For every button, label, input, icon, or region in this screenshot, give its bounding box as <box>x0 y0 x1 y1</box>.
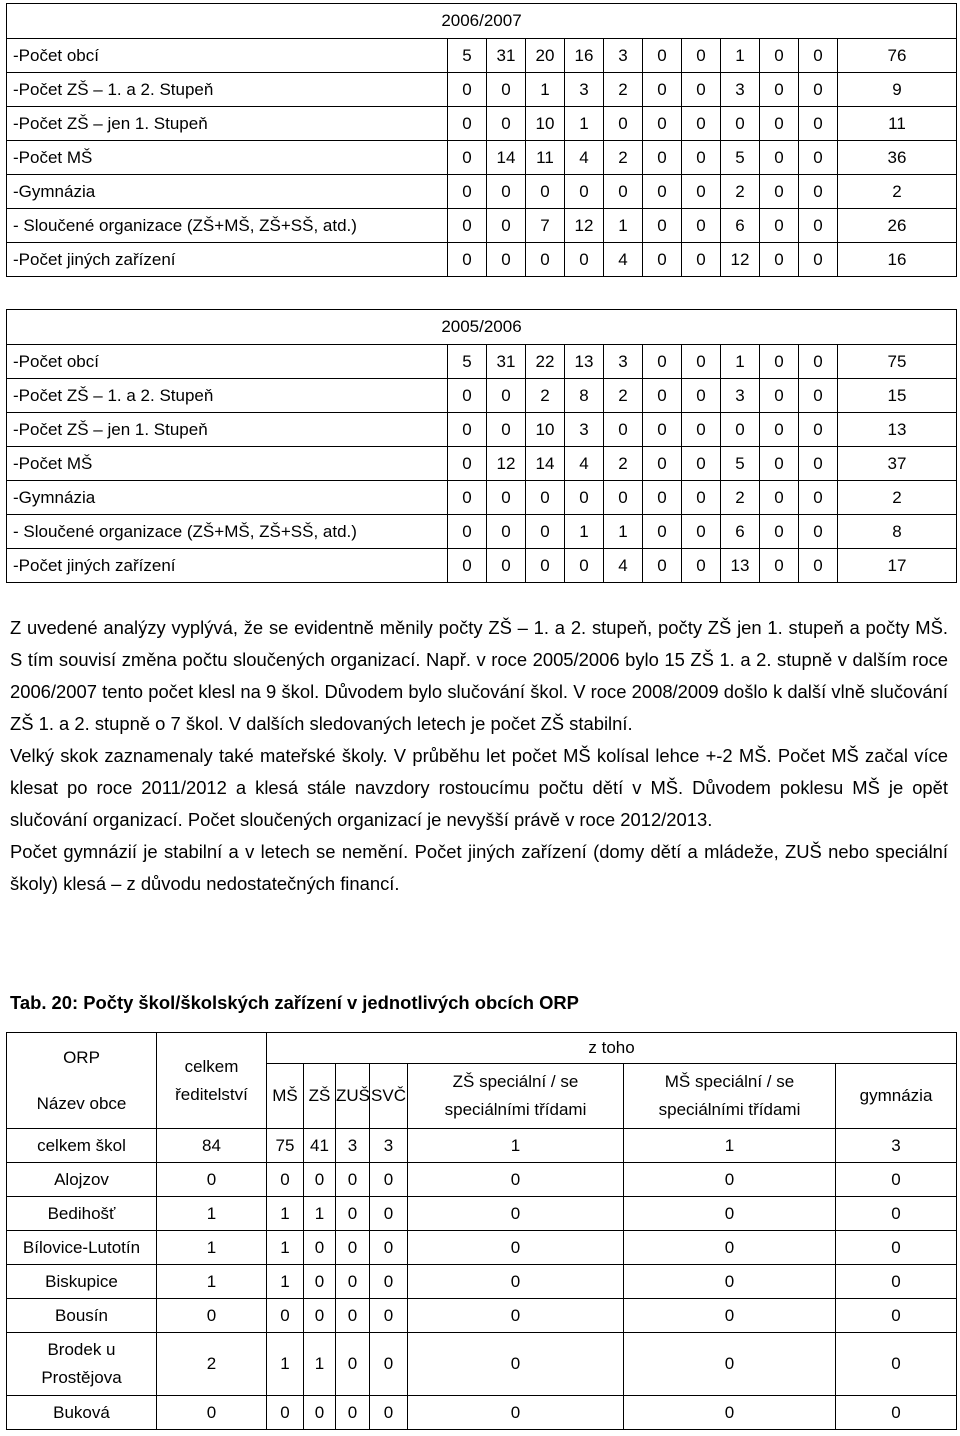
row-label: -Počet obcí <box>7 345 448 379</box>
cell-value: 1 <box>157 1231 267 1265</box>
cell-value: 0 <box>565 175 604 209</box>
cell-value: 22 <box>526 345 565 379</box>
cell-value: 0 <box>487 209 526 243</box>
cell-value: 2 <box>721 481 760 515</box>
cell-value: 0 <box>643 141 682 175</box>
table-row <box>7 549 957 583</box>
cell-value: 0 <box>370 1231 408 1265</box>
cell-value: 1 <box>624 1129 836 1163</box>
cell-value: 12 <box>565 209 604 243</box>
cell-total: 8 <box>838 515 957 549</box>
cell-value: 0 <box>721 413 760 447</box>
cell-value: 0 <box>526 243 565 277</box>
analysis-paragraph: Počet gymnázií je stabilní a v letech se nemění. Počet jiných zařízení (domy dětí a mládeže, ZUŠ nebo speciální školy) klesá – z důvodu nedostatečných financí. <box>10 841 948 894</box>
cell-value: 0 <box>643 515 682 549</box>
cell-value: 0 <box>267 1299 304 1333</box>
col-celkem-header <box>157 1033 267 1129</box>
row-name: Bousín <box>7 1299 157 1333</box>
cell-value: 1 <box>157 1197 267 1231</box>
cell-value: 0 <box>624 1396 836 1430</box>
cell-value: 0 <box>721 107 760 141</box>
cell-total: 15 <box>838 379 957 413</box>
cell-value: 13 <box>721 549 760 583</box>
row-name-line2: Prostějova <box>41 1368 122 1387</box>
row-label: -Gymnázia <box>7 175 448 209</box>
row-label: -Počet jiných zařízení <box>7 549 448 583</box>
stats-year-row <box>7 4 957 39</box>
z-toho-header: z toho <box>267 1033 957 1064</box>
table-row <box>7 1333 957 1396</box>
cell-value: 0 <box>565 549 604 583</box>
cell-value: 0 <box>157 1163 267 1197</box>
cell-total: 17 <box>838 549 957 583</box>
orp-header-row <box>7 1033 957 1064</box>
cell-value: 0 <box>682 141 721 175</box>
col-gymnazia-header: gymnázia <box>836 1064 957 1129</box>
cell-value: 0 <box>304 1231 336 1265</box>
cell-value: 3 <box>604 345 643 379</box>
cell-value: 1 <box>267 1231 304 1265</box>
cell-value: 31 <box>487 39 526 73</box>
table-row-total <box>7 1129 957 1163</box>
cell-value: 0 <box>643 39 682 73</box>
stats-year-heading: 2006/2007 <box>7 4 957 39</box>
cell-value: 0 <box>624 1197 836 1231</box>
cell-total: 2 <box>838 175 957 209</box>
cell-value: 0 <box>643 107 682 141</box>
cell-value: 0 <box>836 1197 957 1231</box>
stats-year-row <box>7 310 957 345</box>
cell-value: 0 <box>799 141 838 175</box>
cell-value: 12 <box>487 447 526 481</box>
cell-value: 0 <box>408 1197 624 1231</box>
cell-total: 13 <box>838 413 957 447</box>
cell-value: 1 <box>304 1333 336 1396</box>
cell-value: 1 <box>267 1265 304 1299</box>
cell-value: 0 <box>487 107 526 141</box>
cell-value: 0 <box>448 243 487 277</box>
orp-schools-table <box>6 1032 957 1430</box>
cell-value: 0 <box>526 515 565 549</box>
orp-table-body <box>7 1033 957 1430</box>
cell-value: 0 <box>448 73 487 107</box>
row-label: -Počet jiných zařízení <box>7 243 448 277</box>
row-name: Bedihošť <box>7 1197 157 1231</box>
table-row <box>7 73 957 107</box>
nazev-obce-label: Název obce <box>36 1093 127 1113</box>
cell-value: 3 <box>836 1129 957 1163</box>
table-row <box>7 243 957 277</box>
zs-special-line2: speciálními třídami <box>444 1100 587 1119</box>
cell-total: 75 <box>838 345 957 379</box>
row-name-line1: Brodek u <box>47 1340 116 1359</box>
cell-value: 0 <box>336 1197 370 1231</box>
cell-value: 0 <box>682 243 721 277</box>
cell-value: 0 <box>643 243 682 277</box>
cell-value: 0 <box>304 1396 336 1430</box>
cell-value: 0 <box>604 107 643 141</box>
cell-value: 0 <box>799 345 838 379</box>
cell-value: 0 <box>643 447 682 481</box>
cell-value: 0 <box>643 175 682 209</box>
cell-value: 8 <box>565 379 604 413</box>
cell-value: 0 <box>304 1299 336 1333</box>
cell-value: 10 <box>526 107 565 141</box>
cell-total: 37 <box>838 447 957 481</box>
cell-value: 0 <box>604 175 643 209</box>
cell-total: 16 <box>838 243 957 277</box>
cell-value: 3 <box>565 413 604 447</box>
cell-value: 0 <box>624 1265 836 1299</box>
cell-value: 1 <box>304 1197 336 1231</box>
cell-value: 84 <box>157 1129 267 1163</box>
table-row <box>7 345 957 379</box>
analysis-paragraph: Z uvedené analýzy vyplývá, že se evidentně měnily počty ZŠ – 1. a 2. stupeň, počty ZŠ jen 1. stupeň a počty MŠ. S tím souvisí změna počtu sloučených organizací. Např. v roce 2005/2006 bylo 15 ZŠ 1. a 2. stupně v dalším roce 2006/2007 tento počet klesl na 9 škol. Důvodem bylo slučování škol. V roce 2008/2009 došlo k další vlně slučování ZŠ 1. a 2. stupně o 7 škol. V dalších sledovaných letech je počet ZŠ stabilní. <box>10 617 948 734</box>
cell-value: 20 <box>526 39 565 73</box>
cell-value: 0 <box>487 175 526 209</box>
cell-value: 0 <box>624 1231 836 1265</box>
row-name <box>7 1333 157 1396</box>
cell-value: 3 <box>604 39 643 73</box>
cell-value: 0 <box>760 209 799 243</box>
cell-value: 3 <box>565 73 604 107</box>
cell-value: 0 <box>760 345 799 379</box>
cell-value: 7 <box>526 209 565 243</box>
table-row <box>7 1265 957 1299</box>
cell-value: 0 <box>487 413 526 447</box>
cell-value: 4 <box>565 141 604 175</box>
cell-value: 0 <box>682 175 721 209</box>
cell-value: 0 <box>799 73 838 107</box>
cell-total: 11 <box>838 107 957 141</box>
row-label: -Počet MŠ <box>7 447 448 481</box>
table-row <box>7 1231 957 1265</box>
cell-value: 0 <box>408 1265 624 1299</box>
cell-value: 0 <box>643 549 682 583</box>
col-zus-header: ZUŠ <box>336 1064 370 1129</box>
cell-value: 0 <box>336 1299 370 1333</box>
cell-value: 0 <box>682 515 721 549</box>
cell-value: 0 <box>370 1333 408 1396</box>
table-row <box>7 175 957 209</box>
cell-value: 0 <box>624 1163 836 1197</box>
table-row <box>7 141 957 175</box>
cell-value: 0 <box>336 1333 370 1396</box>
cell-value: 2 <box>157 1333 267 1396</box>
stats-year-heading: 2005/2006 <box>7 310 957 345</box>
cell-value: 0 <box>448 107 487 141</box>
cell-value: 0 <box>643 481 682 515</box>
cell-value: 0 <box>408 1163 624 1197</box>
cell-value: 0 <box>526 175 565 209</box>
cell-value: 3 <box>370 1129 408 1163</box>
col-ms-header: MŠ <box>267 1064 304 1129</box>
cell-value: 0 <box>760 141 799 175</box>
reditelstvi-label: ředitelství <box>175 1084 248 1104</box>
cell-value: 0 <box>799 413 838 447</box>
cell-value: 0 <box>370 1197 408 1231</box>
cell-value: 14 <box>487 141 526 175</box>
cell-value: 0 <box>682 549 721 583</box>
cell-value: 4 <box>604 549 643 583</box>
cell-value: 0 <box>799 243 838 277</box>
cell-total: 26 <box>838 209 957 243</box>
col-ms-special-header <box>624 1064 836 1129</box>
cell-value: 0 <box>408 1231 624 1265</box>
cell-value: 1 <box>565 107 604 141</box>
cell-value: 75 <box>267 1129 304 1163</box>
row-label: -Počet ZŠ – 1. a 2. Stupeň <box>7 73 448 107</box>
table-row <box>7 1163 957 1197</box>
cell-value: 0 <box>836 1231 957 1265</box>
row-label: -Počet ZŠ – 1. a 2. Stupeň <box>7 379 448 413</box>
table-row <box>7 515 957 549</box>
table-row <box>7 1396 957 1430</box>
cell-value: 0 <box>682 73 721 107</box>
row-label: -Počet MŠ <box>7 141 448 175</box>
cell-value: 2 <box>604 379 643 413</box>
cell-value: 0 <box>760 107 799 141</box>
stats-table-2005-2006 <box>6 309 957 583</box>
cell-value: 13 <box>565 345 604 379</box>
cell-value: 2 <box>604 73 643 107</box>
cell-value: 0 <box>799 549 838 583</box>
cell-value: 6 <box>721 515 760 549</box>
cell-value: 0 <box>799 175 838 209</box>
cell-value: 0 <box>304 1163 336 1197</box>
row-label: - Sloučené organizace (ZŠ+MŠ, ZŠ+SŠ, atd.) <box>7 515 448 549</box>
row-name: Alojzov <box>7 1163 157 1197</box>
cell-value: 1 <box>526 73 565 107</box>
cell-total: 36 <box>838 141 957 175</box>
cell-value: 0 <box>526 481 565 515</box>
cell-value: 11 <box>526 141 565 175</box>
row-label: -Počet ZŠ – jen 1. Stupeň <box>7 107 448 141</box>
cell-value: 0 <box>799 209 838 243</box>
cell-value: 0 <box>682 481 721 515</box>
ms-special-line2: speciálními třídami <box>658 1100 801 1119</box>
cell-value: 14 <box>526 447 565 481</box>
cell-value: 0 <box>448 379 487 413</box>
zs-special-line1: ZŠ speciální / se <box>452 1072 579 1091</box>
cell-value: 0 <box>157 1299 267 1333</box>
cell-value: 1 <box>721 39 760 73</box>
row-name: celkem škol <box>7 1129 157 1163</box>
cell-value: 0 <box>408 1299 624 1333</box>
cell-value: 0 <box>836 1163 957 1197</box>
cell-value: 0 <box>370 1396 408 1430</box>
cell-value: 0 <box>304 1265 336 1299</box>
row-label: -Gymnázia <box>7 481 448 515</box>
cell-value: 31 <box>487 345 526 379</box>
cell-value: 16 <box>565 39 604 73</box>
cell-value: 0 <box>760 481 799 515</box>
table-row <box>7 107 957 141</box>
cell-value: 0 <box>643 73 682 107</box>
col-zs-special-header <box>408 1064 624 1129</box>
cell-value: 0 <box>157 1396 267 1430</box>
cell-value: 0 <box>682 379 721 413</box>
cell-value: 0 <box>604 413 643 447</box>
cell-value: 4 <box>604 243 643 277</box>
cell-value: 0 <box>448 141 487 175</box>
cell-total: 9 <box>838 73 957 107</box>
cell-value: 0 <box>760 379 799 413</box>
stats-table-2006-2007 <box>6 3 957 277</box>
cell-value: 1 <box>157 1265 267 1299</box>
row-label: -Počet obcí <box>7 39 448 73</box>
row-name: Buková <box>7 1396 157 1430</box>
row-label: -Počet ZŠ – jen 1. Stupeň <box>7 413 448 447</box>
cell-value: 0 <box>487 379 526 413</box>
cell-value: 0 <box>682 107 721 141</box>
cell-value: 10 <box>526 413 565 447</box>
cell-value: 1 <box>267 1197 304 1231</box>
cell-value: 0 <box>448 209 487 243</box>
cell-value: 3 <box>721 73 760 107</box>
cell-value: 1 <box>408 1129 624 1163</box>
cell-value: 0 <box>408 1396 624 1430</box>
cell-value: 0 <box>336 1231 370 1265</box>
cell-value: 0 <box>370 1265 408 1299</box>
cell-value: 0 <box>448 515 487 549</box>
cell-value: 1 <box>604 515 643 549</box>
cell-value: 0 <box>799 107 838 141</box>
table-row <box>7 481 957 515</box>
cell-value: 0 <box>448 175 487 209</box>
cell-value: 5 <box>448 39 487 73</box>
stats-table-body <box>7 4 957 277</box>
cell-value: 0 <box>624 1299 836 1333</box>
cell-value: 0 <box>408 1333 624 1396</box>
cell-value: 0 <box>624 1333 836 1396</box>
cell-value: 2 <box>721 175 760 209</box>
cell-value: 2 <box>604 447 643 481</box>
cell-value: 0 <box>682 413 721 447</box>
cell-value: 0 <box>799 39 838 73</box>
cell-value: 2 <box>526 379 565 413</box>
cell-value: 0 <box>336 1163 370 1197</box>
cell-value: 0 <box>799 447 838 481</box>
cell-total: 76 <box>838 39 957 73</box>
cell-value: 0 <box>487 73 526 107</box>
cell-value: 41 <box>304 1129 336 1163</box>
cell-value: 4 <box>565 447 604 481</box>
cell-total: 2 <box>838 481 957 515</box>
cell-value: 0 <box>267 1163 304 1197</box>
stats-table-body <box>7 310 957 583</box>
cell-value: 5 <box>721 141 760 175</box>
cell-value: 0 <box>799 515 838 549</box>
cell-value: 0 <box>643 345 682 379</box>
col-orp-header <box>7 1033 157 1129</box>
table-caption: Tab. 20: Počty škol/školských zařízení v jednotlivých obcích ORP <box>10 992 579 1013</box>
row-label: - Sloučené organizace (ZŠ+MŠ, ZŠ+SŠ, atd.) <box>7 209 448 243</box>
cell-value: 0 <box>370 1299 408 1333</box>
cell-value: 5 <box>721 447 760 481</box>
table-row <box>7 379 957 413</box>
analysis-text <box>10 612 948 900</box>
cell-value: 0 <box>448 481 487 515</box>
cell-value: 0 <box>682 39 721 73</box>
cell-value: 0 <box>760 243 799 277</box>
col-zs-header: ZŠ <box>304 1064 336 1129</box>
cell-value: 3 <box>721 379 760 413</box>
cell-value: 0 <box>799 481 838 515</box>
cell-value: 1 <box>267 1333 304 1396</box>
cell-value: 0 <box>643 413 682 447</box>
cell-value: 0 <box>370 1163 408 1197</box>
cell-value: 0 <box>604 481 643 515</box>
celkem-label: celkem <box>184 1056 239 1076</box>
cell-value: 0 <box>836 1299 957 1333</box>
cell-value: 0 <box>682 209 721 243</box>
cell-value: 0 <box>267 1396 304 1430</box>
cell-value: 5 <box>448 345 487 379</box>
cell-value: 0 <box>336 1265 370 1299</box>
cell-value: 1 <box>565 515 604 549</box>
cell-value: 0 <box>643 209 682 243</box>
cell-value: 0 <box>448 413 487 447</box>
table-row <box>7 447 957 481</box>
cell-value: 0 <box>487 549 526 583</box>
cell-value: 0 <box>682 447 721 481</box>
cell-value: 0 <box>760 175 799 209</box>
cell-value: 2 <box>604 141 643 175</box>
table-row <box>7 1197 957 1231</box>
cell-value: 1 <box>721 345 760 379</box>
row-name: Biskupice <box>7 1265 157 1299</box>
col-svc-header: SVČ <box>370 1064 408 1129</box>
cell-value: 0 <box>487 515 526 549</box>
cell-value: 1 <box>604 209 643 243</box>
cell-value: 0 <box>448 549 487 583</box>
cell-value: 0 <box>836 1333 957 1396</box>
table-row <box>7 39 957 73</box>
cell-value: 0 <box>760 413 799 447</box>
orp-label: ORP <box>63 1047 100 1067</box>
row-name: Bílovice-Lutotín <box>7 1231 157 1265</box>
cell-value: 0 <box>526 549 565 583</box>
cell-value: 0 <box>760 447 799 481</box>
cell-value: 6 <box>721 209 760 243</box>
cell-value: 0 <box>565 243 604 277</box>
cell-value: 0 <box>487 481 526 515</box>
cell-value: 12 <box>721 243 760 277</box>
cell-value: 0 <box>760 515 799 549</box>
table-row <box>7 209 957 243</box>
cell-value: 0 <box>682 345 721 379</box>
cell-value: 0 <box>448 447 487 481</box>
cell-value: 0 <box>565 481 604 515</box>
cell-value: 0 <box>760 39 799 73</box>
table-row <box>7 1299 957 1333</box>
cell-value: 3 <box>336 1129 370 1163</box>
analysis-paragraph: Velký skok zaznamenaly také mateřské školy. V průběhu let počet MŠ kolísal lehce +-2 MŠ. Počet MŠ začal více klesat po roce 2011/2012 a klesá stále navzdory rostoucímu počtu dětí v MŠ. Důvodem poklesu MŠ je opět slučování organizací. Počet sloučených organizací je nevyšší právě v roce 2012/2013. <box>10 745 948 830</box>
cell-value: 0 <box>643 379 682 413</box>
cell-value: 0 <box>336 1396 370 1430</box>
ms-special-line1: MŠ speciální / se <box>664 1072 795 1091</box>
cell-value: 0 <box>760 549 799 583</box>
table-row <box>7 413 957 447</box>
cell-value: 0 <box>836 1265 957 1299</box>
cell-value: 0 <box>799 379 838 413</box>
cell-value: 0 <box>760 73 799 107</box>
cell-value: 0 <box>836 1396 957 1430</box>
cell-value: 0 <box>487 243 526 277</box>
